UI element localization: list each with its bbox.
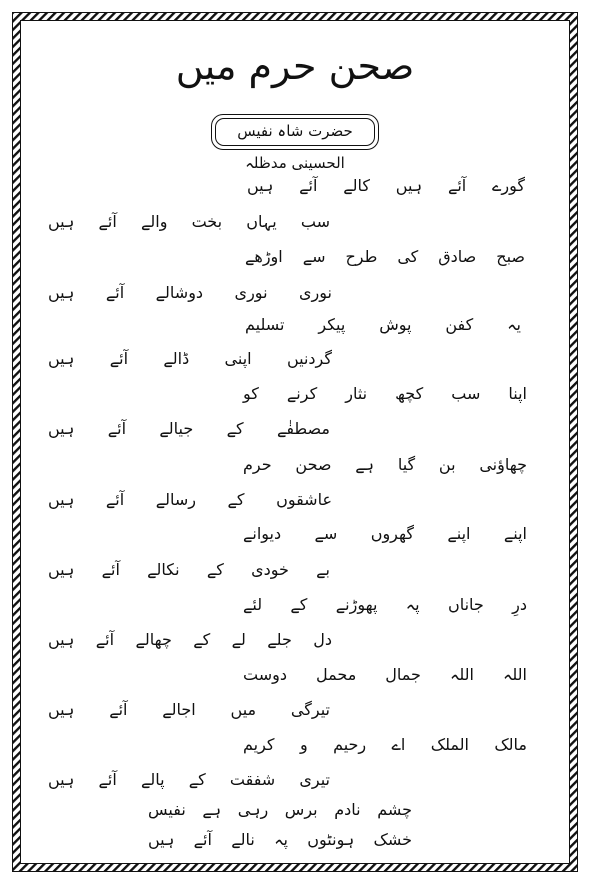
- verse-line: تیرگی میں اجالے آئے ہیں: [48, 700, 330, 719]
- verse-line: یہ کفن پوش پیکر تسلیم: [245, 315, 521, 334]
- verse-line: نوری نوری دوشالے آئے ہیں: [48, 283, 332, 302]
- verse-line: تیری شفقت کے پالے آئے ہیں: [48, 770, 330, 789]
- verse-line: مصطفٰے کے جیالے آئے ہیں: [48, 419, 330, 438]
- verse-line: درِ جاناں پہ پھوڑنے کے لئے: [243, 595, 527, 614]
- verse-line: خشک ہونٹوں پہ نالے آئے ہیں: [148, 830, 412, 849]
- verse-line: اللہ اللہ جمال محمل دوست: [243, 665, 527, 684]
- verse-line: چشم نادم برس رہی ہے نفیس: [148, 800, 412, 819]
- verse-line: دل جلے لے کے چھالے آئے ہیں: [48, 630, 332, 649]
- verse-line: مالک الملک اے رحیم و کریم: [243, 735, 527, 754]
- verse-line: عاشقوں کے رسالے آئے ہیں: [48, 490, 332, 509]
- verse-line: صبح صادق کی طرح سے اوڑھے: [245, 247, 525, 266]
- verse-line: بے خودی کے نکالے آئے ہیں: [48, 560, 330, 579]
- verse-line: چھاؤنی بن گیا ہے صحن حرم: [243, 455, 527, 474]
- verse-line: گورے آئے ہیں کالے آئے ہیں: [247, 176, 525, 195]
- verse-line: اپنا سب کچھ نثار کرنے کو: [243, 384, 527, 403]
- verse-line: سب یہاں بخت والے آئے ہیں: [48, 212, 330, 231]
- poet-name: حضرت شاہ نفیس الحسینی مدظلہ: [211, 114, 379, 150]
- poem-title: صحن حرم میں: [175, 44, 415, 88]
- verse-line: گردنیں اپنی ڈالے آئے ہیں: [48, 349, 332, 368]
- verse-line: اپنے اپنے گھروں سے دیوانے: [243, 524, 527, 543]
